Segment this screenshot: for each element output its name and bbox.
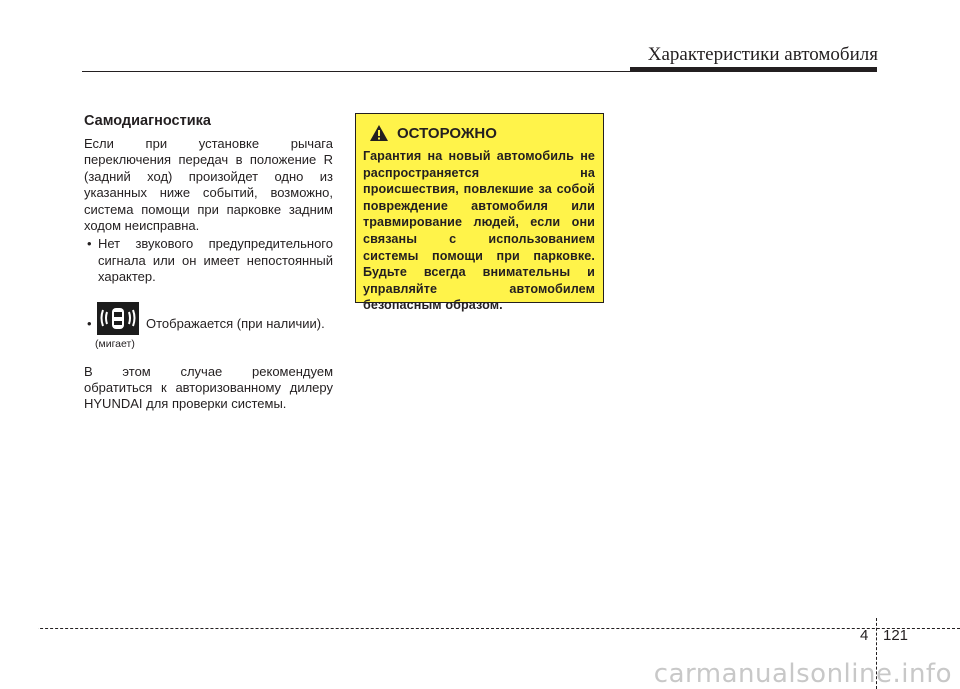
para1-line: (задний ход) произойдет одно из: [84, 168, 333, 184]
bullet-text: Нет звукового предупредительного сигнала или он имеет непостоянный характер.: [98, 236, 333, 285]
watermark: carmanualsonline.info: [653, 659, 952, 689]
bullet-mark: •: [87, 236, 92, 252]
warning-box: [355, 113, 604, 313]
header-rule-accent: [630, 67, 877, 72]
left-column: [84, 112, 333, 413]
page-header-title: Характеристики автомобиля: [647, 44, 878, 65]
warning-text: Гарантия на новый автомобиль не распространяется на происшествия, повлекшие за собой повреждение автомобиля или травмирование людей, если они связаны с использованием системы помощи при парковке. Будьте всегда внимательны и управляйте автомобилем безопасным образом.: [363, 149, 595, 313]
para2-line: обратиться к авторизованному дилеру: [84, 380, 333, 396]
indicator-item: [84, 302, 333, 350]
para1-line: ходом неисправна.: [84, 218, 200, 234]
para1-line: система помощи при парковке задним: [84, 201, 333, 217]
para1-line: Если при установке рычага: [84, 136, 333, 151]
indicator-text: Отображается (при наличии).: [146, 315, 325, 331]
indicator-caption: (мигает): [95, 337, 135, 350]
para1-line: переключения передач в положение R: [84, 152, 333, 168]
para2-line: HYUNDAI для проверки системы.: [84, 396, 287, 412]
para2-line: В этом случае рекомендуем: [84, 363, 333, 379]
warning-triangle-icon: [369, 124, 389, 142]
footer-rule: [0, 628, 960, 629]
para1-line: указанных ниже событий, возможно,: [84, 185, 333, 201]
warning-header: [363, 122, 595, 144]
page-number: 121: [883, 627, 909, 644]
section-title: Самодиагностика: [84, 113, 211, 129]
chapter-number: 4: [860, 627, 869, 644]
bullet-mark: •: [87, 315, 92, 331]
bullet-item: [84, 236, 333, 285]
paragraph-2: [84, 364, 333, 413]
parking-sensor-icon: [97, 302, 139, 335]
warning-title: ОСТОРОЖНО: [397, 124, 497, 142]
